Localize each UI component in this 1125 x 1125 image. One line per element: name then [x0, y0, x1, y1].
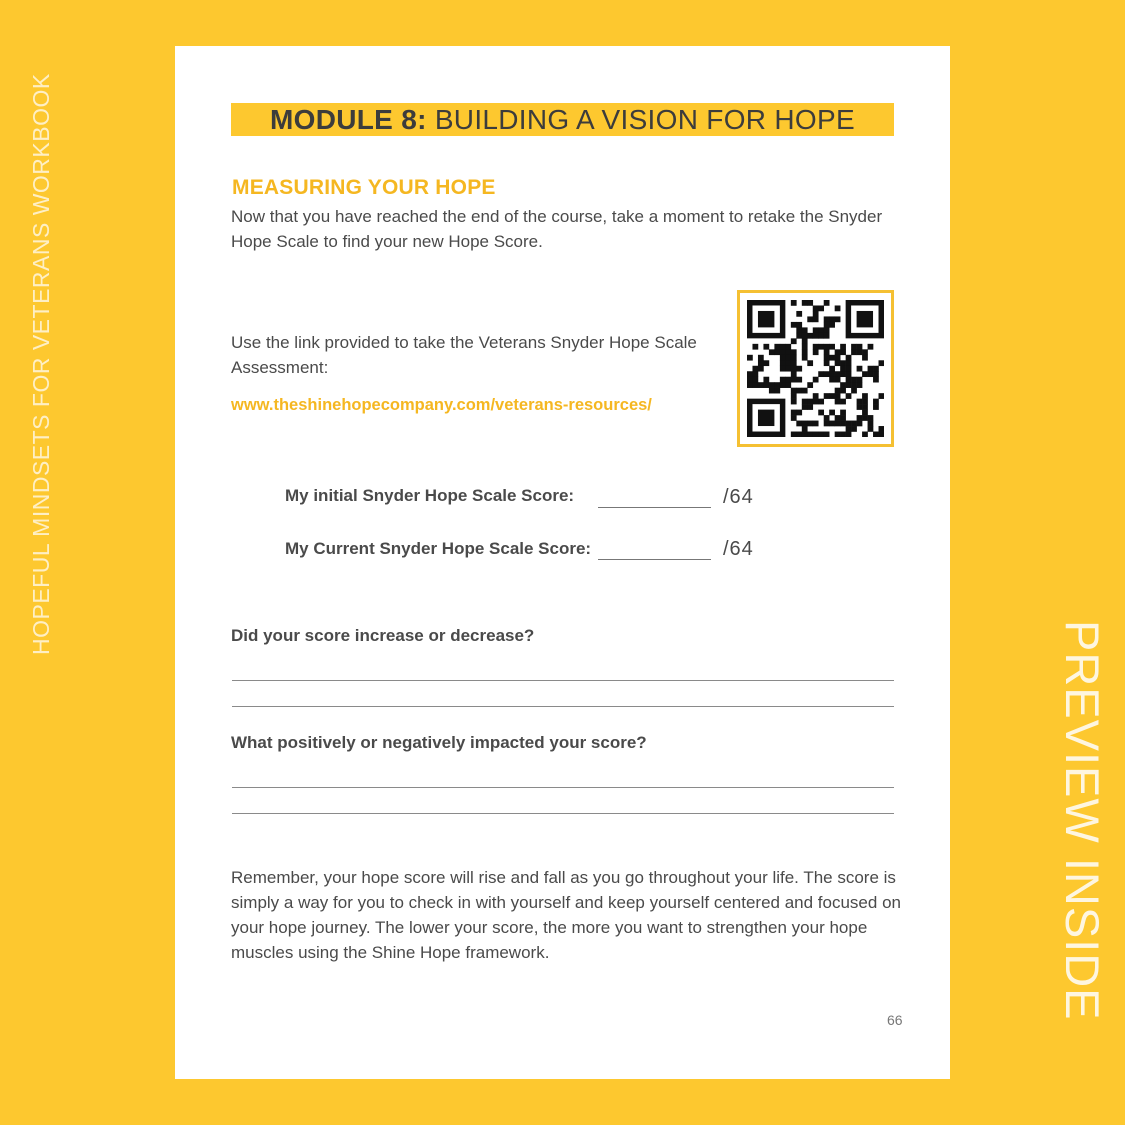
section-title: MEASURING YOUR HOPE	[232, 176, 496, 199]
current-score-label: My Current Snyder Hope Scale Score:	[285, 539, 592, 558]
qr-code-icon[interactable]	[737, 290, 894, 447]
preview-inside-label: PREVIEW INSIDE	[1056, 620, 1109, 1021]
answer-line[interactable]	[232, 680, 894, 681]
initial-score-label: My initial Snyder Hope Scale Score:	[285, 486, 575, 505]
answer-line[interactable]	[232, 706, 894, 707]
page-number: 66	[887, 1012, 903, 1028]
module-banner	[231, 103, 894, 136]
current-score-max: /64	[723, 538, 754, 560]
resource-link[interactable]: www.theshinehopecompany.com/veterans-resources/	[231, 396, 652, 414]
link-instructions: Use the link provided to take the Veterans Snyder Hope Scale Assessment:	[231, 333, 697, 377]
module-title: BUILDING A VISION FOR HOPE	[434, 104, 855, 135]
closing-paragraph: Remember, your hope score will rise and fall as you go throughout your life. The score is simply a way for you to check in with yourself and keep yourself centered and focused on your hope journey. The lower your score, the more you want to strengthen your hope muscles using the Shine Hope framework.	[231, 868, 901, 962]
workbook-title-vertical: HOPEFUL MINDSETS FOR VETERANS WORKBOOK	[28, 73, 54, 655]
module-label: MODULE 8:	[270, 104, 427, 135]
question-score-change: Did your score increase or decrease?	[231, 626, 535, 645]
qr-code-graphic	[747, 300, 884, 437]
answer-line[interactable]	[232, 787, 894, 788]
intro-paragraph: Now that you have reached the end of the course, take a moment to retake the Snyder Hope Scale to find your new Hope Score.	[231, 207, 883, 251]
workbook-page	[175, 46, 950, 1079]
initial-score-max: /64	[723, 486, 754, 508]
answer-line[interactable]	[232, 813, 894, 814]
current-score-field[interactable]	[598, 559, 711, 560]
initial-score-field[interactable]	[598, 507, 711, 508]
question-score-impact: What positively or negatively impacted your score?	[231, 733, 647, 752]
